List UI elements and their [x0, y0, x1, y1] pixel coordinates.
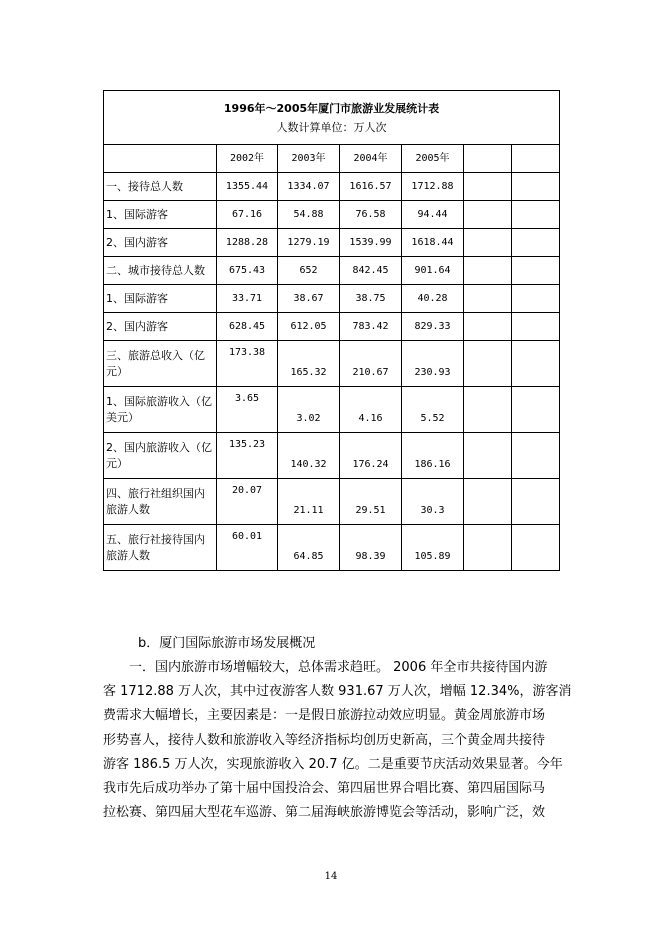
- row-value: 901.64: [402, 257, 464, 285]
- section-heading: b．厦门国际旅游市场发展概况: [138, 636, 316, 651]
- paragraph-line: 形势喜人，接待人数和旅游收入等经济指标均创历史新高，三个黄金周共接待: [103, 732, 546, 748]
- table-header-row: [104, 145, 560, 173]
- paragraph-line: 客 1712.88 万人次，其中过夜游客人数 931.67 万人次，增幅 12.34%，游客消: [103, 684, 572, 700]
- row-value: 76.58: [340, 201, 402, 229]
- table-body: [104, 173, 560, 571]
- header-cell-2003: 2003年: [278, 145, 340, 173]
- tourism-statistics-table: [103, 90, 560, 571]
- row-label: 1、国际游客: [104, 201, 217, 229]
- empty-cell: [464, 229, 512, 257]
- table-row: [104, 525, 560, 571]
- empty-cell: [512, 257, 560, 285]
- row-value: 210.67: [340, 341, 402, 387]
- row-value: 165.32: [278, 341, 340, 387]
- row-value: 1712.88: [402, 173, 464, 201]
- empty-cell: [512, 525, 560, 571]
- row-value: 33.71: [217, 285, 278, 313]
- row-value: 783.42: [340, 313, 402, 341]
- row-value: 67.16: [217, 201, 278, 229]
- row-value: 30.3: [402, 479, 464, 525]
- empty-cell: [464, 479, 512, 525]
- row-value: 176.24: [340, 433, 402, 479]
- empty-cell: [464, 387, 512, 433]
- table-subtitle: 人数计算单位：万人次: [276, 120, 387, 134]
- header-cell-2004: 2004年: [340, 145, 402, 173]
- row-value: 140.32: [278, 433, 340, 479]
- row-value: 4.16: [340, 387, 402, 433]
- row-label: 1、国际游客: [104, 285, 217, 313]
- row-value: 628.45: [217, 313, 278, 341]
- row-label: 五、旅行社接待国内旅游人数: [104, 525, 217, 571]
- row-value: 829.33: [402, 313, 464, 341]
- row-value: 3.02: [278, 387, 340, 433]
- row-value: 1539.99: [340, 229, 402, 257]
- empty-cell: [512, 479, 560, 525]
- header-cell-empty: [512, 145, 560, 173]
- header-cell-2005: 2005年: [402, 145, 464, 173]
- empty-cell: [464, 257, 512, 285]
- paragraph-line: 一．国内旅游市场增幅较大，总体需求趋旺。 2006 年全市共接待国内游: [129, 660, 548, 675]
- row-value: 186.16: [402, 433, 464, 479]
- row-value: 38.67: [278, 285, 340, 313]
- empty-cell: [464, 341, 512, 387]
- paragraph-line: 我市先后成功举办了第十届中国投洽会、第四届世界合唱比赛、第四届国际马: [103, 781, 546, 797]
- paragraph-line: 游客 186.5 万人次，实现旅游收入 20.7 亿。二是重要节庆活动效果显著。今年: [103, 756, 563, 772]
- body-paragraph: [103, 656, 572, 825]
- header-cell-2002: 2002年: [217, 145, 278, 173]
- row-value: 1355.44: [217, 173, 278, 201]
- empty-cell: [512, 387, 560, 433]
- paragraph-line: 拉松赛、第四届大型花车巡游、第二届海峡旅游博览会等活动，影响广泛，效: [103, 805, 546, 821]
- row-value: 21.11: [278, 479, 340, 525]
- table-row: [104, 201, 560, 229]
- page-number: 14: [324, 871, 338, 882]
- empty-cell: [464, 285, 512, 313]
- row-value: 230.93: [402, 341, 464, 387]
- row-label: 四、旅行社组织国内旅游人数: [104, 479, 217, 525]
- table-row: [104, 341, 560, 387]
- table-row: [104, 479, 560, 525]
- row-label: 2、国内游客: [104, 313, 217, 341]
- row-value: 652: [278, 257, 340, 285]
- row-value: 675.43: [217, 257, 278, 285]
- table-title-cell: [104, 91, 560, 145]
- empty-cell: [512, 229, 560, 257]
- row-label: 三、旅游总收入（亿元）: [104, 341, 217, 387]
- row-value: 1279.19: [278, 229, 340, 257]
- table-row: [104, 313, 560, 341]
- row-value: 94.44: [402, 201, 464, 229]
- table-row: [104, 433, 560, 479]
- table-title: 1996年～2005年厦门市旅游业发展统计表: [223, 101, 440, 115]
- row-value: 105.89: [402, 525, 464, 571]
- row-value: 60.01: [217, 525, 278, 571]
- row-value: 64.85: [278, 525, 340, 571]
- row-value: 38.75: [340, 285, 402, 313]
- row-label: 1、国际旅游收入（亿美元）: [104, 387, 217, 433]
- empty-cell: [512, 433, 560, 479]
- table-row: [104, 229, 560, 257]
- row-label: 一、接待总人数: [104, 173, 217, 201]
- row-value: 1616.57: [340, 173, 402, 201]
- row-value: 20.07: [217, 479, 278, 525]
- empty-cell: [464, 201, 512, 229]
- row-value: 135.23: [217, 433, 278, 479]
- empty-cell: [512, 313, 560, 341]
- row-label: 二、城市接待总人数: [104, 257, 217, 285]
- row-value: 1618.44: [402, 229, 464, 257]
- row-value: 98.39: [340, 525, 402, 571]
- row-value: 842.45: [340, 257, 402, 285]
- row-value: 3.65: [217, 387, 278, 433]
- empty-cell: [512, 285, 560, 313]
- row-value: 40.28: [402, 285, 464, 313]
- empty-cell: [464, 525, 512, 571]
- empty-cell: [464, 433, 512, 479]
- row-value: 1334.07: [278, 173, 340, 201]
- empty-cell: [512, 201, 560, 229]
- row-label: 2、国内游客: [104, 229, 217, 257]
- table-row: [104, 387, 560, 433]
- row-value: 173.38: [217, 341, 278, 387]
- table-row: [104, 173, 560, 201]
- row-label: 2、国内旅游收入（亿元）: [104, 433, 217, 479]
- paragraph-line: 费需求大幅增长，主要因素是：一是假日旅游拉动效应明显。黄金周旅游市场: [103, 708, 546, 724]
- header-cell: [104, 145, 217, 173]
- row-value: 29.51: [340, 479, 402, 525]
- row-value: 5.52: [402, 387, 464, 433]
- header-cell-empty: [464, 145, 512, 173]
- row-value: 612.05: [278, 313, 340, 341]
- empty-cell: [512, 341, 560, 387]
- table-row: [104, 257, 560, 285]
- table-row: [104, 285, 560, 313]
- row-value: 54.88: [278, 201, 340, 229]
- empty-cell: [464, 313, 512, 341]
- row-value: 1288.28: [217, 229, 278, 257]
- empty-cell: [512, 173, 560, 201]
- empty-cell: [464, 173, 512, 201]
